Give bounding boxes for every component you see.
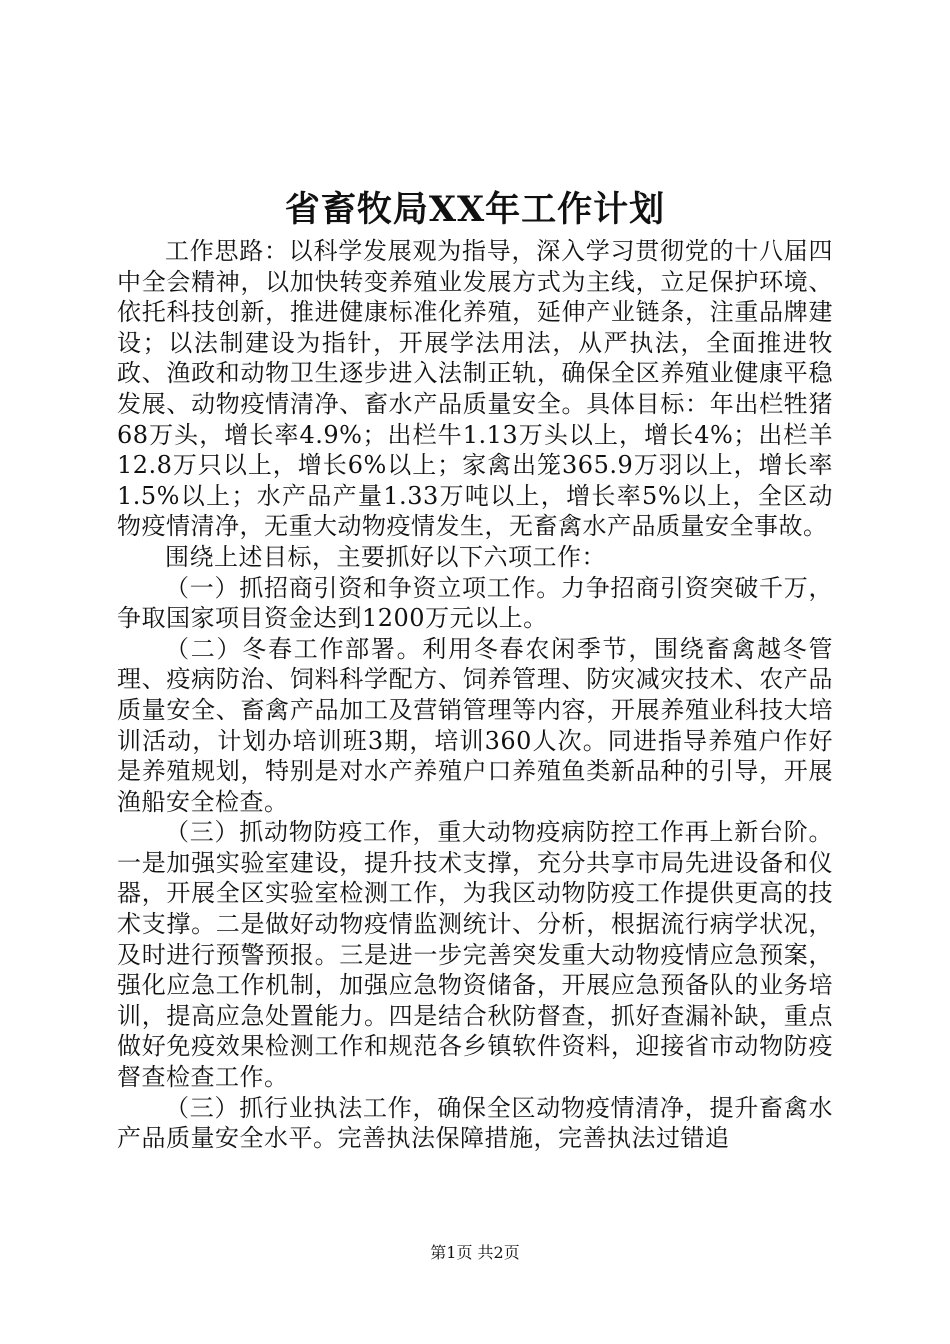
paragraph-task-investment: （一）抓招商引资和争资立项工作。力争招商引资突破千万，争取国家项目资金达到1200万元以上。 bbox=[117, 573, 833, 633]
paragraph-six-tasks-intro: 围绕上述目标，主要抓好以下六项工作： bbox=[165, 542, 606, 571]
paragraph-task-epidemic-prevention: （三）抓动物防疫工作，重大动物疫病防控工作再上新台阶。一是加强实验室建设，提升技术支撑，充分共享市局先进设备和仪器，开展全区实验室检测工作，为我区动物防疫工作提供更高的技术支撑。二是做好动物疫情监测统计、分析，根据流行病学状况，及时进行预警预报。三是进一步完善突发重大动物疫情应急预案，强化应急工作机制，加强应急物资储备，开展应急预备队的业务培训，提高应急处置能力。四是结合秋防督查，抓好查漏补缺，重点做好免疫效果检测工作和规范各乡镇软件资料，迎接省市动物防疫督查检查工作。 bbox=[117, 818, 833, 1092]
paragraph-work-approach: 工作思路：以科学发展观为指导，深入学习贯彻党的十八届四中全会精神，以加快转变养殖业发展方式为主线，立足保护环境、依托科技创新，推进健康标准化养殖，延伸产业链条，注重品牌建设；以法制建设为指针，开展学法用法，从严执法，全面推进牧政、渔政和动物卫生逐步进入法制正轨，确保全区养殖业健康平稳发展、动物疫情清净、畜水产品质量安全。具体目标：年出栏牲猪68万头，增长率4.9%；出栏牛1.13万头以上，增长4%；出栏羊12.8万只以上，增长6%以上；家禽出笼365.9万羽以上，增长率1.5%以上；水产品产量1.33万吨以上，增长率5%以上，全区动物疫情清净，无重大动物疫情发生，无畜禽水产品质量安全事故。 bbox=[117, 237, 833, 541]
document-body bbox=[117, 236, 833, 1154]
paragraph-task-law-enforcement: （三）抓行业执法工作，确保全区动物疫情清净，提升畜禽水产品质量安全水平。完善执法保障措施，完善执法过错追 bbox=[117, 1093, 833, 1153]
paragraph-task-winter-spring: （二）冬春工作部署。利用冬春农闲季节，围绕畜禽越冬管理、疫病防治、饲料科学配方、饲养管理、防灾减灾技术、农产品质量安全、畜禽产品加工及营销管理等内容，开展养殖业科技大培训活动，计划办培训班3期，培训360人次。同进指导养殖户作好是养殖规划，特别是对水产养殖户口养殖鱼类新品种的引导，开展渔船安全检查。 bbox=[117, 634, 833, 816]
document-title: 省畜牧局XX年工作计划 bbox=[284, 189, 666, 230]
page-footer: 第1页 共2页 bbox=[430, 1243, 520, 1262]
